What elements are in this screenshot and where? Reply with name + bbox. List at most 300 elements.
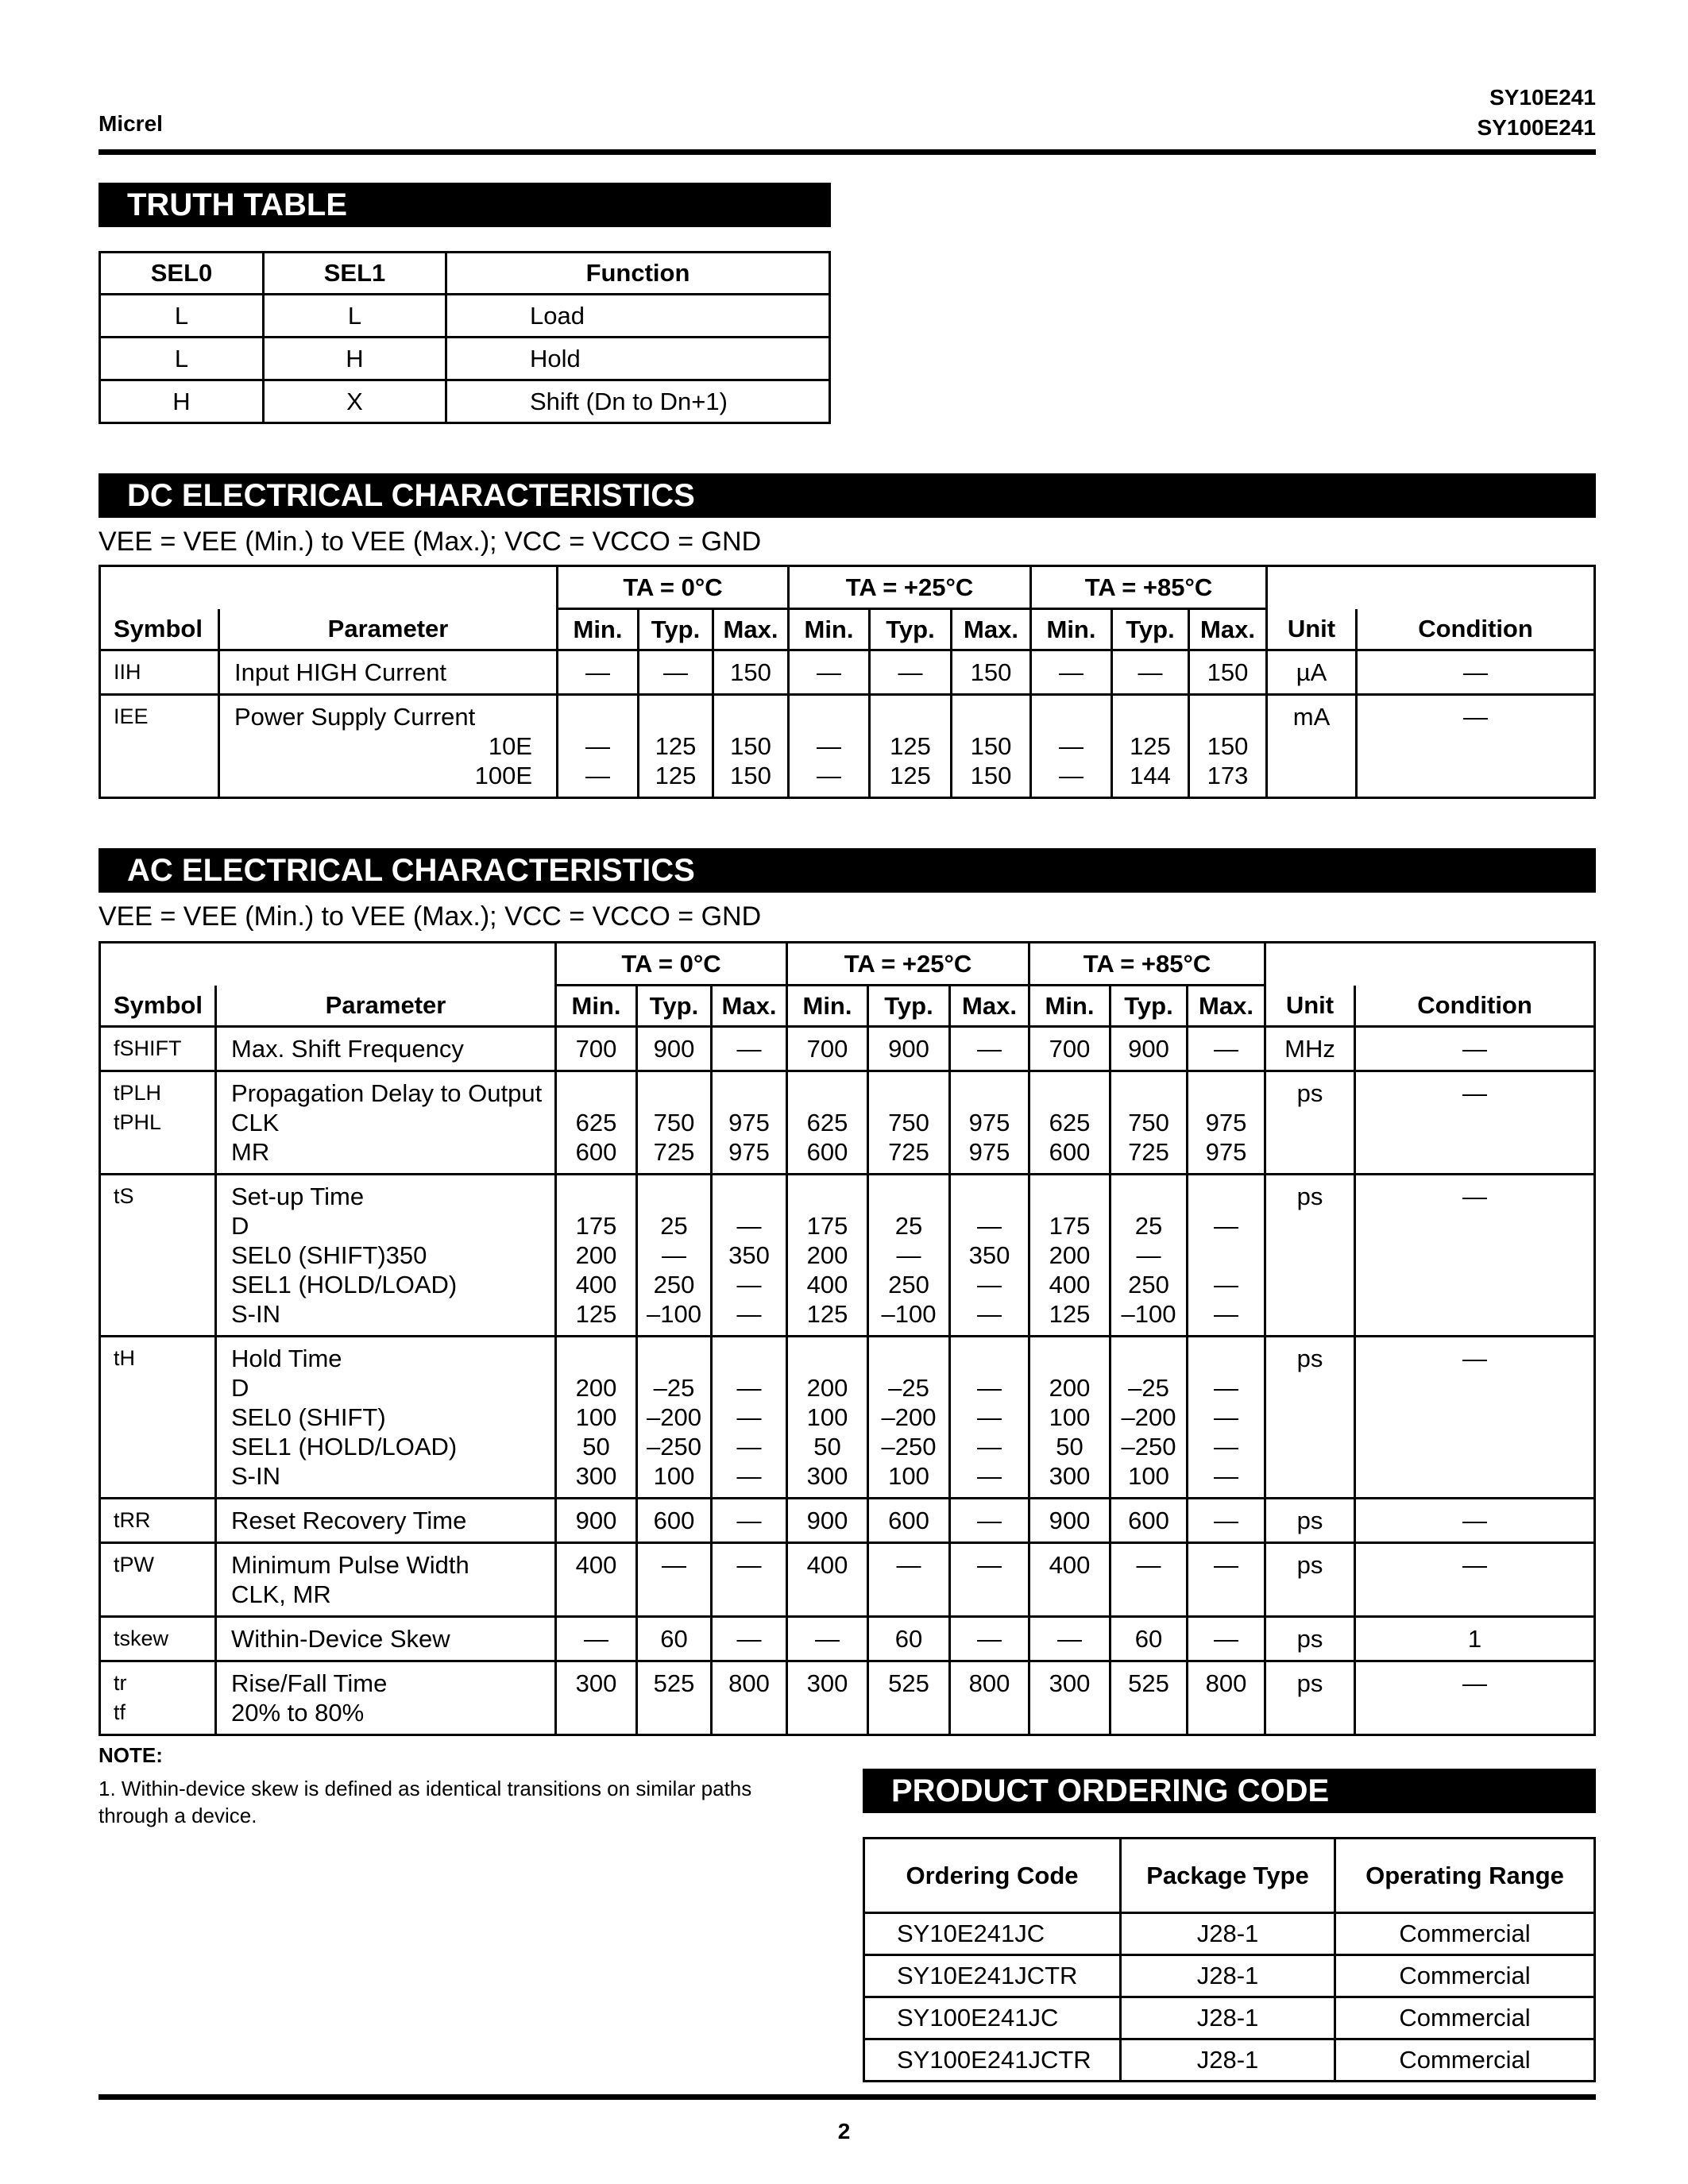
symbol-cell bbox=[100, 650, 219, 695]
value bbox=[951, 1182, 1028, 1211]
value-cell bbox=[1188, 1543, 1265, 1617]
value: 150 bbox=[970, 658, 1012, 686]
parameter-cell bbox=[219, 695, 558, 798]
temp-header: TA = +85°C bbox=[1029, 943, 1265, 986]
value: 975 bbox=[728, 1109, 770, 1136]
value: — bbox=[736, 1403, 762, 1431]
table-row bbox=[100, 1027, 1595, 1071]
operating-range: Commercial bbox=[1335, 1997, 1595, 2039]
value-cell bbox=[1029, 1543, 1111, 1617]
value-cell bbox=[1112, 695, 1189, 798]
value: — bbox=[736, 1212, 762, 1240]
value-cell bbox=[1029, 1071, 1111, 1175]
value: — bbox=[736, 1300, 762, 1328]
value: 100 bbox=[1128, 1462, 1169, 1490]
value-cell bbox=[1029, 1027, 1111, 1071]
value-cell bbox=[1112, 650, 1189, 695]
operating-range: Commercial bbox=[1335, 1955, 1595, 1997]
value bbox=[713, 1344, 786, 1373]
value: 250 bbox=[653, 1271, 695, 1298]
value bbox=[638, 1344, 710, 1373]
unit: ps bbox=[1296, 1551, 1323, 1579]
value: — bbox=[896, 1241, 921, 1269]
value-cell bbox=[952, 695, 1031, 798]
value bbox=[869, 1182, 948, 1211]
value-cell bbox=[950, 1175, 1029, 1337]
value: — bbox=[977, 1271, 1002, 1298]
value-cell bbox=[1111, 1071, 1188, 1175]
value: 25 bbox=[894, 1212, 923, 1240]
table-cell: Hold bbox=[446, 338, 830, 380]
unit: ps bbox=[1296, 1183, 1323, 1210]
parameter-line: D bbox=[231, 1374, 249, 1402]
value: 150 bbox=[730, 732, 771, 760]
value: 700 bbox=[1049, 1035, 1091, 1063]
value: 300 bbox=[806, 1462, 848, 1490]
value-cell bbox=[950, 1543, 1029, 1617]
value: 725 bbox=[1128, 1138, 1169, 1166]
value-cell bbox=[713, 650, 789, 695]
package-type: J28-1 bbox=[1121, 1997, 1335, 2039]
th-function: Function bbox=[446, 253, 830, 295]
unit: ps bbox=[1296, 1669, 1323, 1697]
unit-cell bbox=[1265, 1617, 1355, 1661]
value: 175 bbox=[1049, 1212, 1091, 1240]
value: — bbox=[736, 1551, 762, 1579]
th-max: Max. bbox=[950, 986, 1029, 1027]
value: — bbox=[1214, 1462, 1238, 1490]
value-cell bbox=[637, 1337, 712, 1499]
value-cell bbox=[870, 650, 952, 695]
value: 100 bbox=[888, 1462, 929, 1490]
parameter-line: SEL0 (SHIFT) bbox=[231, 1403, 386, 1431]
parameter-cell bbox=[219, 650, 558, 695]
unit-cell bbox=[1265, 1337, 1355, 1499]
value: 625 bbox=[806, 1109, 848, 1136]
value-cell bbox=[556, 1175, 637, 1337]
value: –25 bbox=[888, 1374, 929, 1402]
value-cell bbox=[1188, 1661, 1265, 1735]
value: 125 bbox=[806, 1300, 848, 1328]
symbol: tH bbox=[114, 1346, 135, 1370]
value-cell bbox=[1029, 1499, 1111, 1543]
value-cell bbox=[639, 650, 713, 695]
unit-cell bbox=[1265, 1027, 1355, 1071]
value: 173 bbox=[1207, 762, 1249, 789]
truth-table bbox=[98, 251, 831, 424]
unit: mA bbox=[1292, 703, 1331, 731]
value: 600 bbox=[806, 1138, 848, 1166]
value bbox=[871, 702, 950, 731]
table-row bbox=[100, 1071, 1595, 1175]
th-max: Max. bbox=[1189, 609, 1267, 650]
value: –200 bbox=[1121, 1403, 1176, 1431]
note-text: 1. Within-device skew is defined as identical transitions on similar paths through a device. bbox=[98, 1777, 752, 1827]
value-cell bbox=[950, 1071, 1029, 1175]
value: — bbox=[585, 732, 610, 760]
symbol: tPHL bbox=[114, 1110, 162, 1134]
unit-cell bbox=[1267, 695, 1357, 798]
value bbox=[1111, 1078, 1186, 1108]
symbol-cell bbox=[100, 695, 219, 798]
condition: — bbox=[1462, 1669, 1487, 1697]
value: 150 bbox=[1207, 732, 1249, 760]
value: — bbox=[977, 1374, 1002, 1402]
parameter-cell bbox=[216, 1499, 556, 1543]
unit: MHz bbox=[1284, 1035, 1335, 1063]
value bbox=[1030, 1344, 1109, 1373]
table-row bbox=[864, 1955, 1595, 1997]
symbol-cell bbox=[100, 1543, 216, 1617]
symbol: IIH bbox=[114, 660, 141, 684]
parameter-line: CLK bbox=[231, 1109, 280, 1136]
value: 900 bbox=[1049, 1507, 1091, 1534]
value: 200 bbox=[806, 1374, 848, 1402]
value: 800 bbox=[1205, 1669, 1247, 1697]
parameter-line: S-IN bbox=[231, 1300, 280, 1328]
th-typ: Typ. bbox=[639, 609, 713, 650]
dc-condition-line: VEE = VEE (Min.) to VEE (Max.); VCC = VCCO = GND bbox=[98, 527, 762, 557]
value: –25 bbox=[1128, 1374, 1169, 1402]
unit-cell bbox=[1267, 650, 1357, 695]
symbol: tRR bbox=[114, 1508, 151, 1532]
value-cell bbox=[787, 1071, 868, 1175]
ordering-title: PRODUCT ORDERING CODE bbox=[863, 1769, 1596, 1813]
value: 750 bbox=[1128, 1109, 1169, 1136]
value bbox=[713, 1078, 786, 1108]
parameter-cell bbox=[216, 1617, 556, 1661]
unit: ps bbox=[1296, 1625, 1323, 1653]
value: — bbox=[1059, 762, 1083, 789]
unit-cell bbox=[1265, 1499, 1355, 1543]
parameter-line: Max. Shift Frequency bbox=[231, 1035, 464, 1063]
value: — bbox=[977, 1551, 1002, 1579]
value: 150 bbox=[1207, 658, 1249, 686]
value: — bbox=[736, 1462, 762, 1490]
value: 150 bbox=[730, 762, 771, 789]
value: 625 bbox=[575, 1109, 617, 1136]
value: — bbox=[736, 1507, 762, 1534]
operating-range: Commercial bbox=[1335, 1913, 1595, 1955]
truth-table-header bbox=[100, 253, 830, 295]
th-max: Max. bbox=[952, 609, 1031, 650]
value-cell bbox=[1189, 650, 1267, 695]
value: –250 bbox=[647, 1433, 701, 1461]
table-row bbox=[864, 1997, 1595, 2039]
value-cell bbox=[787, 1617, 868, 1661]
value: 975 bbox=[968, 1138, 1010, 1166]
value-cell bbox=[1111, 1175, 1188, 1337]
condition-cell bbox=[1355, 1543, 1595, 1617]
value-cell bbox=[787, 1499, 868, 1543]
th-min: Min. bbox=[1031, 609, 1112, 650]
value-cell bbox=[713, 695, 789, 798]
value-cell bbox=[712, 1071, 787, 1175]
symbol-cell bbox=[100, 1027, 216, 1071]
value: –250 bbox=[1121, 1433, 1176, 1461]
value-cell bbox=[787, 1175, 868, 1337]
value-cell bbox=[1188, 1499, 1265, 1543]
truth-table-title: TRUTH TABLE bbox=[98, 183, 831, 227]
table-row bbox=[100, 1337, 1595, 1499]
th-min: Min. bbox=[558, 609, 639, 650]
value-cell bbox=[1111, 1027, 1188, 1071]
table-row bbox=[100, 1543, 1595, 1617]
value-cell bbox=[556, 1071, 637, 1175]
value: 525 bbox=[653, 1669, 695, 1697]
value bbox=[1111, 1344, 1186, 1373]
parameter-line: SEL1 (HOLD/LOAD) bbox=[231, 1271, 458, 1298]
table-row bbox=[100, 1499, 1595, 1543]
value: — bbox=[977, 1300, 1002, 1328]
value-cell bbox=[637, 1027, 712, 1071]
value bbox=[790, 702, 868, 731]
value: 400 bbox=[806, 1551, 848, 1579]
value: — bbox=[1214, 1300, 1238, 1328]
parameter-line: Minimum Pulse Width bbox=[231, 1551, 469, 1579]
parameter-line: SEL0 (SHIFT)350 bbox=[231, 1241, 427, 1269]
value-cell bbox=[789, 650, 870, 695]
value-cell bbox=[787, 1337, 868, 1499]
value: 25 bbox=[1134, 1212, 1163, 1240]
th-min: Min. bbox=[787, 986, 868, 1027]
package-type: J28-1 bbox=[1121, 2039, 1335, 2082]
value: 125 bbox=[655, 762, 697, 789]
value: 50 bbox=[813, 1433, 841, 1461]
value-cell bbox=[1188, 1617, 1265, 1661]
value: 125 bbox=[890, 732, 931, 760]
condition: — bbox=[1463, 658, 1488, 686]
th-min: Min. bbox=[789, 609, 870, 650]
value: — bbox=[662, 1241, 686, 1269]
value: –250 bbox=[881, 1433, 937, 1461]
condition: — bbox=[1462, 1507, 1487, 1534]
parameter-cell bbox=[216, 1543, 556, 1617]
th-condition: Condition bbox=[1357, 609, 1595, 650]
value-cell bbox=[556, 1027, 637, 1071]
value bbox=[1188, 1182, 1264, 1211]
parameter-line: Input HIGH Current bbox=[234, 658, 447, 686]
value-cell bbox=[1031, 695, 1112, 798]
value: 750 bbox=[888, 1109, 929, 1136]
parameter-line: 10E bbox=[488, 732, 532, 760]
package-type: J28-1 bbox=[1121, 1955, 1335, 1997]
value-cell bbox=[556, 1661, 637, 1735]
value: 725 bbox=[653, 1138, 695, 1166]
parameter-line: D bbox=[231, 1212, 249, 1240]
parameter-line: S-IN bbox=[231, 1462, 280, 1490]
parameter-line: Set-up Time bbox=[231, 1183, 365, 1210]
value: 200 bbox=[575, 1241, 617, 1269]
value: — bbox=[1136, 1241, 1161, 1269]
symbol-cell bbox=[100, 1617, 216, 1661]
parameter-line: 20% to 80% bbox=[231, 1699, 365, 1727]
value: 600 bbox=[653, 1507, 695, 1534]
value-cell bbox=[712, 1543, 787, 1617]
parameter-cell bbox=[216, 1071, 556, 1175]
ordering-code: SY10E241JC bbox=[864, 1913, 1121, 1955]
company-name: Micrel bbox=[98, 111, 163, 136]
value-cell bbox=[950, 1337, 1029, 1499]
value-cell bbox=[637, 1175, 712, 1337]
parameter-line: Power Supply Current bbox=[234, 703, 476, 731]
condition-cell bbox=[1355, 1071, 1595, 1175]
symbol: tr bbox=[114, 1671, 127, 1695]
value: 975 bbox=[1205, 1138, 1247, 1166]
value: 300 bbox=[575, 1669, 617, 1697]
value: 100 bbox=[1049, 1403, 1091, 1431]
value: — bbox=[977, 1625, 1002, 1653]
value: — bbox=[817, 658, 841, 686]
value: — bbox=[817, 762, 841, 789]
value: — bbox=[977, 1433, 1002, 1461]
header-blank bbox=[100, 566, 558, 609]
value: 144 bbox=[1130, 762, 1171, 789]
value: 400 bbox=[1049, 1551, 1091, 1579]
value: 200 bbox=[1049, 1241, 1091, 1269]
th-unit: Unit bbox=[1267, 609, 1357, 650]
value-cell bbox=[556, 1337, 637, 1499]
unit: µA bbox=[1296, 658, 1327, 686]
value-cell bbox=[868, 1661, 950, 1735]
parameter-line: MR bbox=[231, 1138, 270, 1166]
value: — bbox=[736, 1374, 762, 1402]
package-type: J28-1 bbox=[1121, 1913, 1335, 1955]
value: — bbox=[1214, 1433, 1238, 1461]
condition: — bbox=[1462, 1079, 1487, 1107]
table-cell: L bbox=[100, 338, 264, 380]
value-cell bbox=[558, 650, 639, 695]
value: — bbox=[1138, 658, 1163, 686]
condition-cell bbox=[1355, 1027, 1595, 1071]
symbol-cell bbox=[100, 1071, 216, 1175]
value-cell bbox=[950, 1499, 1029, 1543]
value-cell bbox=[712, 1337, 787, 1499]
value-cell bbox=[637, 1661, 712, 1735]
value: –100 bbox=[1121, 1300, 1176, 1328]
table-cell: Shift (Dn to Dn+1) bbox=[446, 380, 830, 423]
th-condition: Condition bbox=[1355, 986, 1595, 1027]
value: 725 bbox=[888, 1138, 929, 1166]
ordering-header bbox=[864, 1839, 1595, 1913]
symbol-cell bbox=[100, 1175, 216, 1337]
condition: — bbox=[1462, 1035, 1487, 1063]
table-header-columns bbox=[100, 986, 1595, 1027]
value bbox=[638, 1078, 710, 1108]
value-cell bbox=[787, 1027, 868, 1071]
parameter-cell bbox=[216, 1337, 556, 1499]
value bbox=[869, 1344, 948, 1373]
table-row bbox=[100, 295, 830, 338]
unit: ps bbox=[1296, 1345, 1323, 1372]
th-symbol: Symbol bbox=[100, 986, 216, 1027]
condition: — bbox=[1462, 1183, 1487, 1210]
value: 700 bbox=[806, 1035, 848, 1063]
th-typ: Typ. bbox=[870, 609, 952, 650]
value: 200 bbox=[575, 1374, 617, 1402]
value: 600 bbox=[1128, 1507, 1169, 1534]
condition: — bbox=[1463, 703, 1488, 731]
value: — bbox=[1214, 1271, 1238, 1298]
value bbox=[1030, 1182, 1109, 1211]
value: — bbox=[663, 658, 688, 686]
condition-cell bbox=[1355, 1617, 1595, 1661]
condition-cell bbox=[1355, 1175, 1595, 1337]
th-package-type: Package Type bbox=[1121, 1839, 1335, 1913]
value: 975 bbox=[728, 1138, 770, 1166]
table-row bbox=[100, 380, 830, 423]
value: 200 bbox=[806, 1241, 848, 1269]
value bbox=[638, 1182, 710, 1211]
value bbox=[951, 1344, 1028, 1373]
parameter-line: Within-Device Skew bbox=[231, 1625, 450, 1653]
value: — bbox=[1214, 1374, 1238, 1402]
value bbox=[788, 1344, 867, 1373]
parameter-cell bbox=[216, 1175, 556, 1337]
value bbox=[1032, 702, 1111, 731]
value: 900 bbox=[888, 1035, 929, 1063]
value bbox=[1030, 1078, 1109, 1108]
value: –25 bbox=[653, 1374, 695, 1402]
value: — bbox=[1214, 1625, 1238, 1653]
ordering-code: SY100E241JC bbox=[864, 1997, 1121, 2039]
condition: — bbox=[1462, 1345, 1487, 1372]
value: — bbox=[1059, 658, 1083, 686]
value: — bbox=[736, 1271, 762, 1298]
temp-header: TA = +85°C bbox=[1031, 566, 1267, 609]
value: 300 bbox=[1049, 1669, 1091, 1697]
value-cell bbox=[1111, 1617, 1188, 1661]
value-cell bbox=[712, 1175, 787, 1337]
parameter-line: SEL1 (HOLD/LOAD) bbox=[231, 1433, 458, 1461]
part-numbers bbox=[1477, 83, 1596, 143]
symbol: IEE bbox=[114, 704, 149, 728]
value-cell bbox=[787, 1543, 868, 1617]
value: 400 bbox=[1049, 1271, 1091, 1298]
value: 350 bbox=[968, 1241, 1010, 1269]
value-cell bbox=[558, 695, 639, 798]
value-cell bbox=[1188, 1027, 1265, 1071]
page-number: 2 bbox=[837, 2119, 851, 2143]
parameter-line: Propagation Delay to Output bbox=[231, 1079, 543, 1107]
value-cell bbox=[1111, 1337, 1188, 1499]
value: — bbox=[1136, 1551, 1161, 1579]
value: 400 bbox=[806, 1271, 848, 1298]
value: 100 bbox=[806, 1403, 848, 1431]
value: — bbox=[736, 1625, 762, 1653]
value: –200 bbox=[881, 1403, 937, 1431]
unit: ps bbox=[1296, 1079, 1323, 1107]
value bbox=[558, 702, 637, 731]
condition-cell bbox=[1357, 695, 1595, 798]
value: — bbox=[1214, 1035, 1238, 1063]
table-row bbox=[100, 1661, 1595, 1735]
condition: — bbox=[1462, 1551, 1487, 1579]
value: — bbox=[896, 1551, 921, 1579]
ordering-code: SY10E241JCTR bbox=[864, 1955, 1121, 1997]
parameter-line: Rise/Fall Time bbox=[231, 1669, 388, 1697]
unit-cell bbox=[1265, 1175, 1355, 1337]
value bbox=[557, 1078, 635, 1108]
table-cell: X bbox=[264, 380, 446, 423]
value-cell bbox=[950, 1661, 1029, 1735]
value bbox=[1113, 702, 1188, 731]
value: — bbox=[585, 762, 610, 789]
ac-title: AC ELECTRICAL CHARACTERISTICS bbox=[98, 848, 1596, 893]
value: 60 bbox=[894, 1625, 923, 1653]
symbol: tS bbox=[114, 1184, 134, 1208]
table-row bbox=[100, 1617, 1595, 1661]
